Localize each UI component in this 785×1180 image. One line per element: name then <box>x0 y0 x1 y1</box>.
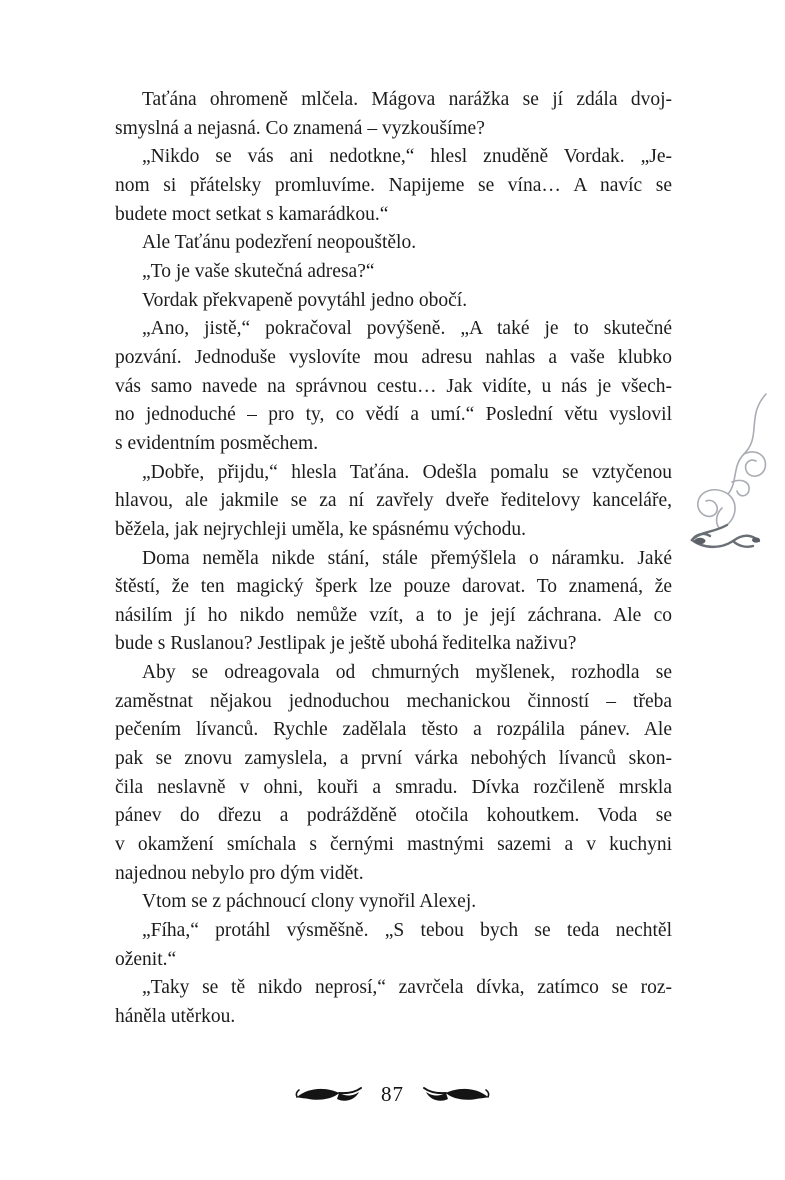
text-line: Aby se odreagovala od chmurných myšlenek, rozhodla se <box>142 662 672 684</box>
paragraph <box>115 545 672 660</box>
text-line: čila neslavně v ohni, kouři a smradu. Dívka rozčileně mrskla <box>115 776 672 798</box>
text-line: „Nikdo se vás ani nedotkne,“ hlesl znuděně Vordak. „Je- <box>142 146 672 168</box>
paragraph <box>115 86 672 143</box>
text-line: no jednoduché – pro ty, co vědí a umí.“ Poslední větu vyslovil <box>115 404 672 426</box>
text-line: najednou nebylo pro dým vidět. <box>115 862 364 884</box>
paragraph <box>115 888 672 917</box>
text-line: budete moct setkat s kamarádkou.“ <box>115 203 389 225</box>
text-line: pečením lívanců. Rychle zadělala těsto a rozpálila pánev. Ale <box>115 719 672 741</box>
text-line: bude s Ruslanou? Jestlipak je ještě ubohá ředitelka naživu? <box>115 633 577 655</box>
paragraph <box>115 315 672 458</box>
paragraph <box>115 287 672 316</box>
paragraph <box>115 229 672 258</box>
page-number: 87 <box>381 1082 404 1106</box>
text-line: pak se znovu zamyslela, a první várka nebohých lívanců skon- <box>115 748 672 770</box>
text-line: nom si přátelsky promluvíme. Napijeme se vína… A navíc se <box>115 174 672 196</box>
text-line: oženit.“ <box>115 948 177 970</box>
text-line: pozvání. Jednoduše vyslovíte mou adresu nahlas a vaše klubko <box>115 346 672 368</box>
page-footer <box>0 1082 785 1107</box>
text-line: Ale Taťánu podezření neopouštělo. <box>142 232 417 254</box>
text-line: štěstí, že ten magický šperk lze pouze darovat. To znamená, že <box>115 576 672 598</box>
text-line: Doma neměla nikde stání, stále přemýšlela o náramku. Jaké <box>142 547 672 569</box>
paragraph <box>115 659 672 888</box>
text-line: běžela, jak nejrychleji uměla, ke spásnému východu. <box>115 518 526 540</box>
text-line: vás samo navede na správnou cestu… Jak vidíte, u nás je všech- <box>115 375 672 397</box>
text-line: „Taky se tě nikdo neprosí,“ zavrčela dívka, zatímco se roz- <box>142 977 672 999</box>
text-line: „To je vaše skutečná adresa?“ <box>142 260 375 282</box>
paragraph <box>115 974 672 1031</box>
text-line: „Fíha,“ protáhl výsměšně. „S tebou bych se teda nechtěl <box>142 920 672 942</box>
paragraph <box>115 258 672 287</box>
leaf-flourish-icon <box>420 1083 492 1107</box>
paragraph <box>115 459 672 545</box>
text-line: smyslná a nejasná. Co znamená – vyzkoušíme? <box>115 117 485 139</box>
text-line: „Ano, jistě,“ pokračoval povýšeně. „A také je to skutečné <box>142 318 672 340</box>
text-block <box>115 86 672 1032</box>
text-line: Vordak překvapeně povytáhl jedno obočí. <box>142 289 468 311</box>
floral-flourish-icon <box>686 390 774 562</box>
text-line: háněla utěrkou. <box>115 1006 236 1027</box>
paragraph <box>115 143 672 229</box>
text-line: pánev do dřezu a podrážděně otočila kohoutkem. Voda se <box>115 805 672 827</box>
text-line: násilím jí ho nikdo nemůže vzít, a to je její záchrana. Ale co <box>115 604 672 626</box>
text-line: s evidentním posměchem. <box>115 432 319 454</box>
text-line: zaměstnat nějakou jednoduchou mechanickou činností – třeba <box>115 690 672 712</box>
paragraph <box>115 917 672 974</box>
text-line: hlavou, ale jakmile se za ní zavřely dveře ředitelovy kanceláře, <box>115 490 672 512</box>
text-line: „Dobře, přijdu,“ hlesla Taťána. Odešla pomalu se vztyčenou <box>142 461 672 483</box>
leaf-flourish-icon <box>293 1083 365 1107</box>
text-line: v okamžení smíchala s černými mastnými sazemi a v kuchyni <box>115 834 672 856</box>
text-line: Vtom se z páchnoucí clony vynořil Alexej. <box>142 891 477 913</box>
text-line: Taťána ohromeně mlčela. Mágova narážka se jí zdála dvoj- <box>142 89 672 110</box>
